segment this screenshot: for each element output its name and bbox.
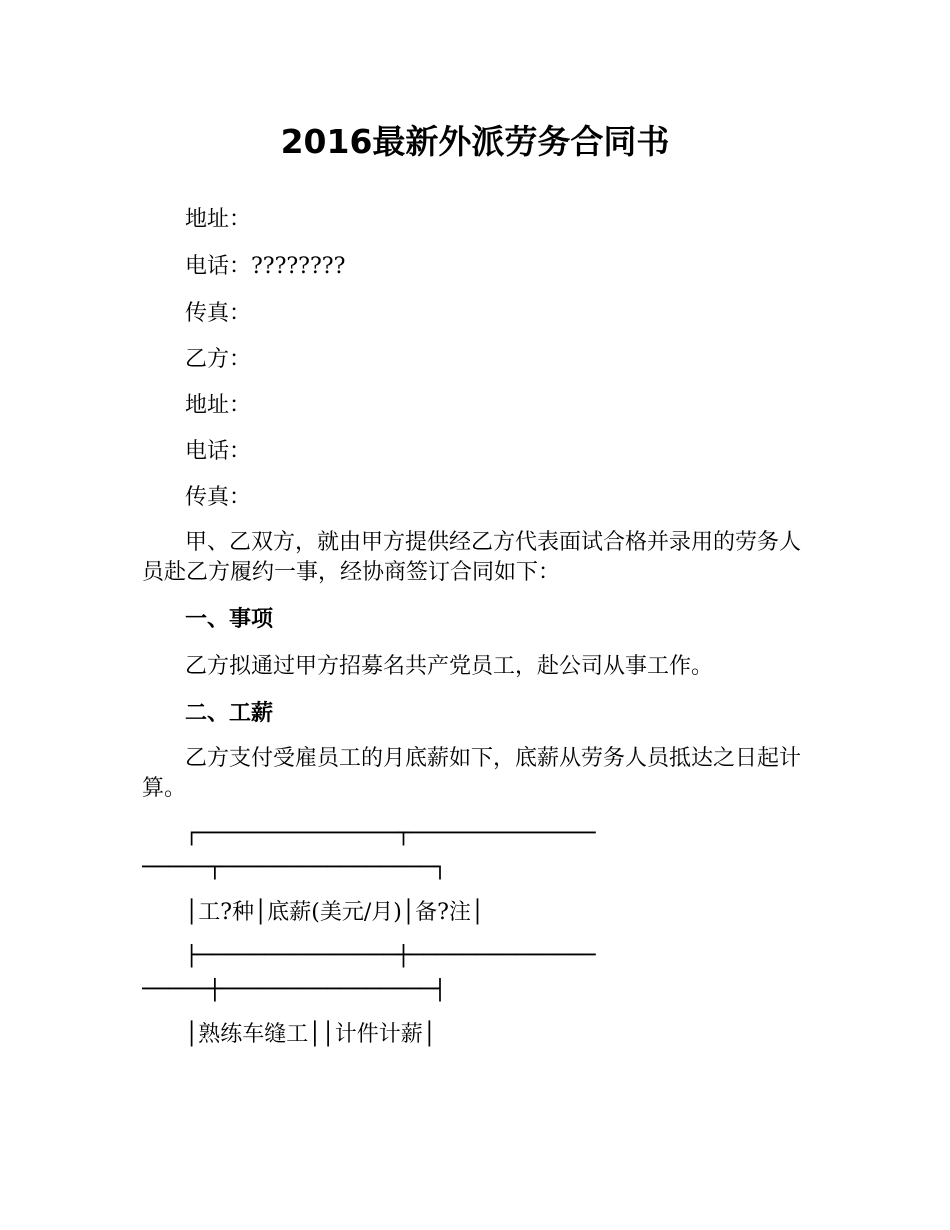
table-row: │熟练车缝工││计件计薪│ xyxy=(185,1022,436,1047)
table-header-row: │工?种│底薪(美元/月)│备?注│ xyxy=(185,900,485,925)
party-a-address: 地址： xyxy=(185,207,252,232)
party-b-fax: 传真： xyxy=(185,485,252,510)
party-b-phone: 电话： xyxy=(185,439,252,464)
table-top-rule: ┌───────────────┬────────────── xyxy=(185,822,596,846)
section-1-heading: 一、事项 xyxy=(185,607,274,632)
section-2-body: 乙方支付受雇员工的月底薪如下，底薪从劳务人员抵达之日起计算。 xyxy=(142,746,802,801)
intro-paragraph: 甲、乙双方，就由甲方提供经乙方代表面试合格并录用的劳务人员赴乙方履约一事，经协商签订合同如下： xyxy=(142,530,802,585)
party-b-name: 乙方： xyxy=(185,347,252,372)
table-mid-rule-continued: ─────┼────────────────┤ xyxy=(142,978,447,1002)
section-1-body: 乙方拟通过甲方招募名共产党员工，赴公司从事工作。 xyxy=(185,654,714,679)
table-top-rule-continued: ─────┬────────────────┐ xyxy=(142,856,447,880)
party-b-address: 地址： xyxy=(185,393,252,418)
party-a-phone: 电话：???????? xyxy=(185,254,346,279)
document-title: 2016最新外派劳务合同书 xyxy=(280,122,670,161)
table-mid-rule: ├───────────────┼────────────── xyxy=(185,944,596,968)
party-a-fax: 传真： xyxy=(185,301,252,326)
section-2-heading: 二、工薪 xyxy=(185,701,274,726)
